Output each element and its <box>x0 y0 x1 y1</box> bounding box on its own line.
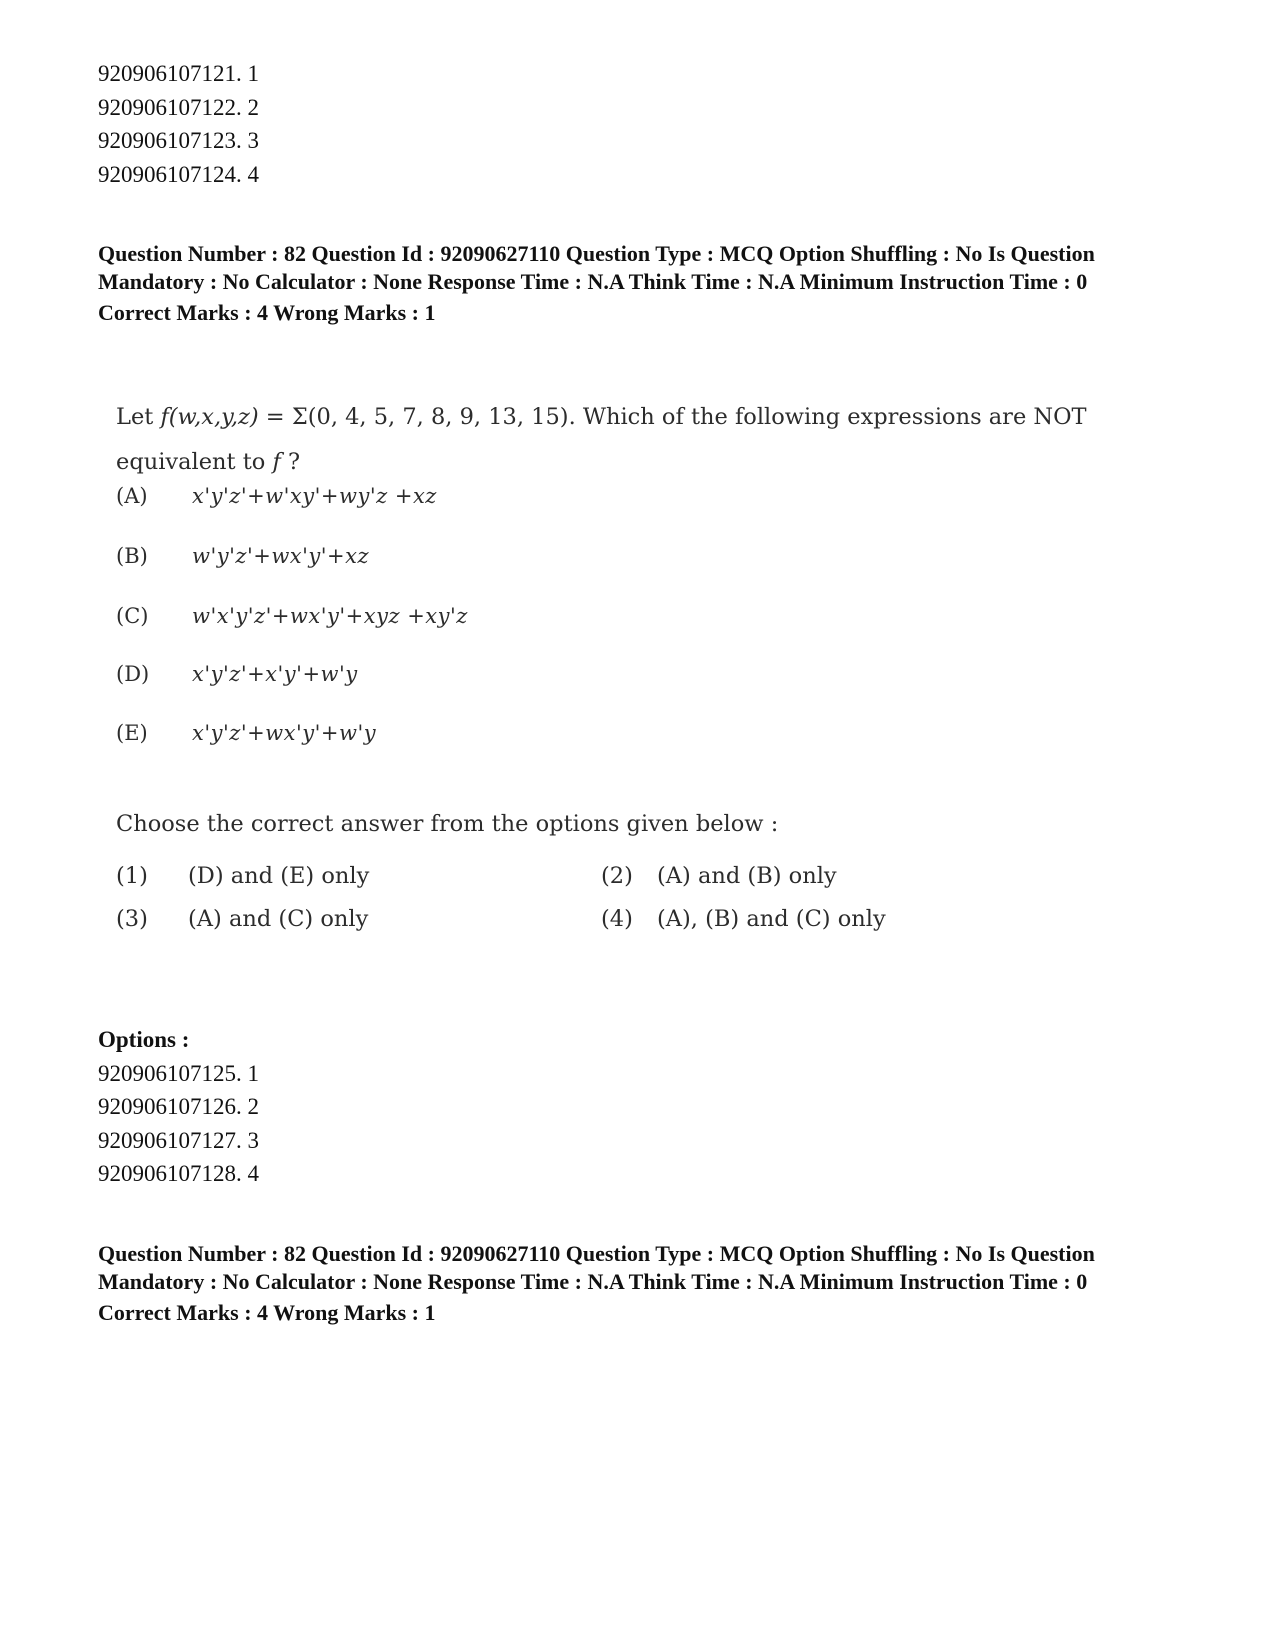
answer-number: (1) <box>116 863 148 889</box>
option-item: 920906107127. 3 <box>98 1127 259 1153</box>
expression-e <box>116 721 376 745</box>
question-marks: Correct Marks : 4 Wrong Marks : 1 <box>98 1300 436 1325</box>
question-header <box>98 1240 1178 1327</box>
previous-options-list <box>98 57 259 191</box>
stem-function: f(w,x,y,z) <box>160 404 259 430</box>
option-item: 920906107121. 1 <box>98 61 259 86</box>
option-item: 920906107122. 2 <box>98 94 259 120</box>
expression-label: (D) <box>116 662 150 686</box>
answer-text: (A) and (C) only <box>188 906 369 932</box>
choose-instruction: Choose the correct answer from the options given below : <box>116 811 779 837</box>
expression-text: x'y'z'+w'xy'+wy'z +xz <box>192 484 437 508</box>
answer-choice-1 <box>116 863 369 889</box>
option-item: 920906107128. 4 <box>98 1161 259 1186</box>
answer-text: (D) and (E) only <box>188 863 370 889</box>
stem-equals: = Σ(0, 4, 5, 7, 8, 9, 13, 15) <box>258 404 569 430</box>
question-header <box>98 240 1178 327</box>
question-image <box>116 395 1146 932</box>
answer-number: (2) <box>601 863 633 889</box>
question-marks: Correct Marks : 4 Wrong Marks : 1 <box>98 300 436 325</box>
expression-b <box>116 544 369 568</box>
stem-line2-var: f <box>272 449 281 475</box>
answer-text: (A), (B) and (C) only <box>657 906 886 932</box>
expression-text: x'y'z'+wx'y'+w'y <box>192 721 377 745</box>
stem-let: Let <box>116 404 161 430</box>
question-stem <box>116 395 1146 485</box>
answer-choice-2 <box>601 863 837 889</box>
expression-text: x'y'z'+x'y'+w'y <box>192 662 358 686</box>
question-meta: Question Number : 82 Question Id : 92090627110 Question Type : MCQ Option Shuffling : No Is Question Mandatory : No Calculator : None Response Time : N.A Think Time : N.A Minimum Instruction Time : 0 <box>98 1241 1095 1294</box>
answer-choice-4 <box>601 906 886 932</box>
expression-c <box>116 604 468 628</box>
expression-text: w'x'y'z'+wx'y'+xyz +xy'z <box>192 604 468 628</box>
expression-label: (C) <box>116 604 149 628</box>
options-heading: Options : <box>98 1027 190 1052</box>
stem-line2-prefix: equivalent to <box>116 449 273 475</box>
answer-choice-3 <box>116 906 368 932</box>
answer-number: (3) <box>116 906 148 932</box>
expression-label: (B) <box>116 544 148 568</box>
option-item: 920906107124. 4 <box>98 161 259 187</box>
expression-d <box>116 662 358 686</box>
option-item: 920906107123. 3 <box>98 128 259 153</box>
expression-a <box>116 484 437 508</box>
answer-text: (A) and (B) only <box>657 863 837 889</box>
question-meta: Question Number : 82 Question Id : 92090627110 Question Type : MCQ Option Shuffling : No Is Question Mandatory : No Calculator : None Response Time : N.A Think Time : N.A Minimum Instruction Time : 0 <box>98 241 1095 294</box>
stem-line2-suffix: ? <box>280 449 301 475</box>
stem-rest: . Which of the following expressions are NOT <box>568 404 1087 430</box>
expression-label: (E) <box>116 721 148 745</box>
option-item: 920906107126. 2 <box>98 1094 259 1119</box>
expression-text: w'y'z'+wx'y'+xz <box>192 544 370 568</box>
expression-label: (A) <box>116 484 148 508</box>
option-item: 920906107125. 1 <box>98 1060 259 1086</box>
answer-number: (4) <box>601 906 633 932</box>
options-block <box>98 1023 259 1191</box>
